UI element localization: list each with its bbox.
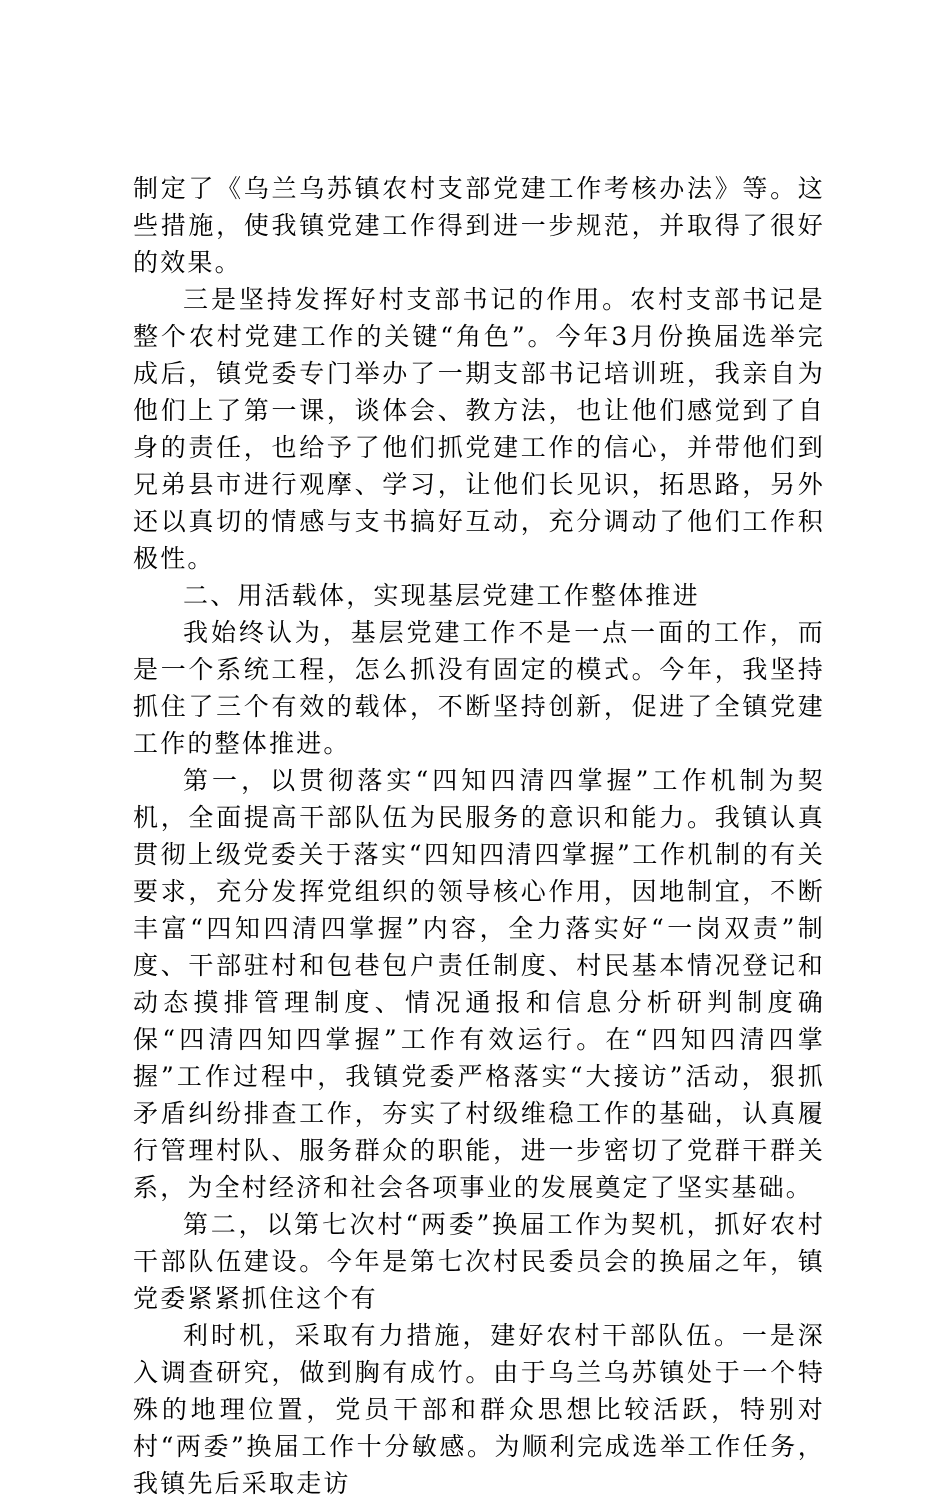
paragraph-first-carrier: 第一，以贯彻落实“四知四清四掌握”工作机制为契机，全面提高干部队伍为民服务的意识和能力。我镇认真贯彻上级党委关于落实“四知四清四掌握”工作机制的有关要求，充分发挥党组织的领导核心作用，因地制宜，不断丰富“四知四清四掌握”内容，全力落实好“一岗双责”制度、干部驻村和包巷包户责任制度、村民基本情况登记和动态摸排管理制度、情况通报和信息分析研判制度确保“四清四知四掌握”工作有效运行。在“四知四清四掌握”工作过程中，我镇党委严格落实“大接访”活动，狠抓矛盾纠纷排查工作，夯实了村级维稳工作的基础，认真履行管理村队、服务群众的职能，进一步密切了党群干群关系，为全村经济和社会各项事业的发展奠定了坚实基础。: [133, 766, 825, 1202]
paragraph-second-carrier: 第二，以第七次村“两委”换届工作为契机，抓好农村干部队伍建设。今年是第七次村民委员会的换届之年，镇党委紧紧抓住这个有: [133, 1210, 825, 1313]
paragraph-branch-secretary: 三是坚持发挥好村支部书记的作用。农村支部书记是整个农村党建工作的关键“角色”。今年3月份换届选举完成后，镇党委专门举办了一期支部书记培训班，我亲自为他们上了第一课，谈体会、教方法，也让他们感觉到了自身的责任，也给予了他们抓党建工作的信心，并带他们到兄弟县市进行观摩、学习，让他们长见识，拓思路，另外还以真切的情感与支书搞好互动，充分调动了他们工作积极性。: [133, 285, 825, 573]
paragraph-opportunity: 利时机，采取有力措施，建好农村干部队伍。一是深入调查研究，做到胸有成竹。由于乌兰乌苏镇处于一个特殊的地理位置，党员干部和群众思想比较活跃，特别对村“两委”换届工作十分敏感。为顺利完成选举工作任务，我镇先后采取走访: [133, 1321, 825, 1498]
paragraph-continuation: 制定了《乌兰乌苏镇农村支部党建工作考核办法》等。这些措施，使我镇党建工作得到进一步规范，并取得了很好的效果。: [133, 174, 825, 277]
document-body: [133, 170, 825, 1502]
section-heading: 二、用活载体，实现基层党建工作整体推进: [183, 581, 700, 610]
paragraph-system-project: 我始终认为，基层党建工作不是一点一面的工作，而是一个系统工程，怎么抓没有固定的模式。今年，我坚持抓住了三个有效的载体，不断坚持创新，促进了全镇党建工作的整体推进。: [133, 618, 825, 758]
